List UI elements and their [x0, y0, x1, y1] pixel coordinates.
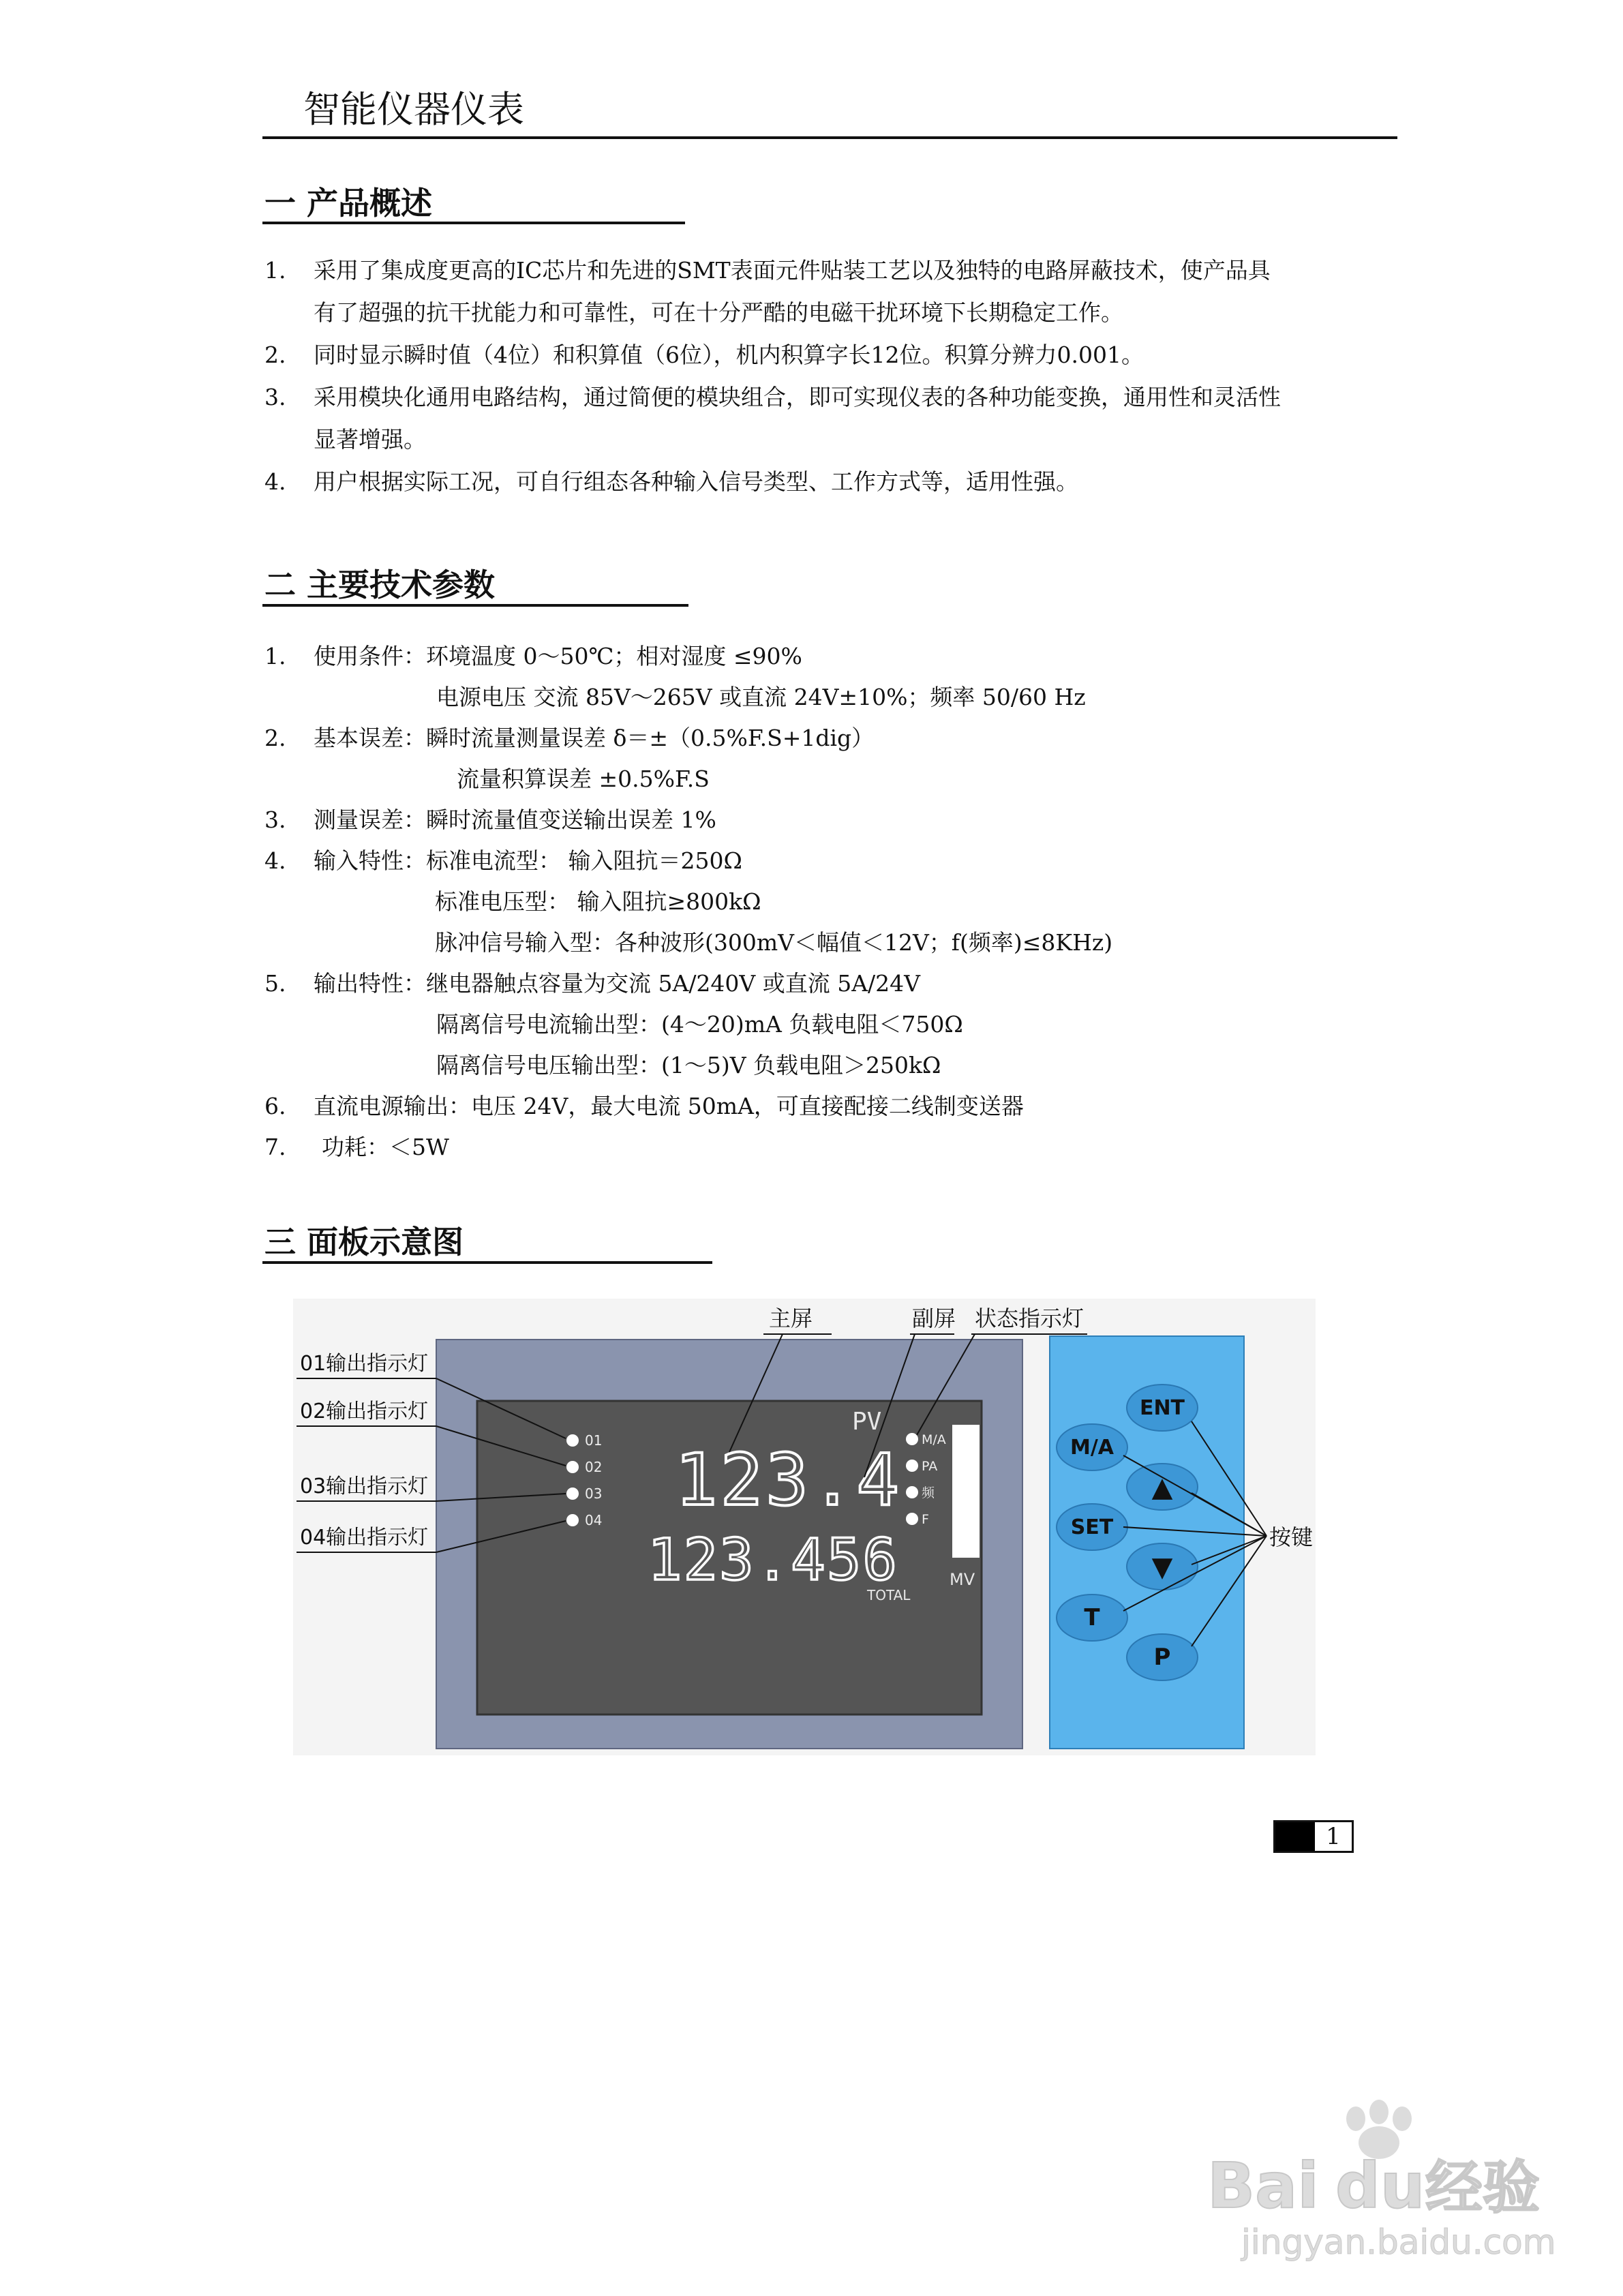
list-item: [264, 963, 1423, 1085]
status-code-f: F: [922, 1512, 929, 1527]
document-title: 智能仪器仪表: [303, 88, 524, 131]
p-button-label: P: [1153, 1644, 1171, 1671]
down-arrow-icon: ▼: [1151, 1552, 1173, 1583]
item-line: 功耗：＜5W: [322, 1134, 449, 1160]
output-led-03: [566, 1487, 579, 1500]
callout-main-screen: 主屏: [769, 1305, 813, 1331]
watermark-service: 经验: [1425, 2154, 1541, 2221]
item-number: 1.: [264, 643, 286, 669]
page-number-marker: [1275, 1822, 1315, 1851]
item-line: 用户根据实际工况，可自行组态各种输入信号类型、工作方式等，适用性强。: [314, 468, 1078, 495]
ent-button[interactable]: [1127, 1385, 1198, 1431]
callout-sub-screen: 副屏: [912, 1305, 956, 1331]
t-button[interactable]: [1057, 1595, 1127, 1641]
callout-output-led-01: 01输出指示灯: [300, 1352, 429, 1376]
section-rule: [262, 604, 688, 607]
item-line: 采用模块化通用电路结构，通过简便的模块组合，即可实现仪表的各种功能变换，通用性和灵活性: [314, 384, 1281, 410]
list-item: [264, 334, 1423, 376]
total-reading: 123.456: [648, 1526, 899, 1593]
list-item: [264, 461, 1423, 503]
total-label: TOTAL: [867, 1587, 911, 1603]
item-line: 隔离信号电压输出型：(1～5)V 负载电阻＞250kΩ: [436, 1052, 941, 1078]
list-item: [264, 717, 1423, 799]
list-item: [264, 250, 1423, 334]
item-line: 使用条件：环境温度 0～50℃；相对湿度 ≤90%: [314, 643, 802, 669]
led-code-02: 02: [585, 1459, 603, 1475]
item-number: 6.: [264, 1093, 286, 1119]
section-rule: [262, 1261, 712, 1264]
status-code-freq: 频: [922, 1485, 935, 1500]
ma-button-label: M/A: [1070, 1436, 1114, 1460]
item-line: 输入特性：标准电流型： 输入阻抗＝250Ω: [314, 847, 742, 874]
list-item: [264, 840, 1423, 963]
item-line: 输出特性：继电器触点容量为交流 5A/240V 或直流 5A/24V: [314, 970, 921, 997]
output-led-02: [566, 1461, 579, 1473]
section-rule: [262, 222, 685, 224]
status-code-ma: M/A: [922, 1432, 946, 1447]
item-line: 测量误差：瞬时流量值变送输出误差 1%: [314, 806, 716, 833]
status-led-pa: [906, 1460, 918, 1472]
item-line: 脉冲信号输入型：各种波形(300mV＜幅值＜12V；f(频率)≤8KHz): [435, 929, 1113, 956]
baidu-jingyan-watermark: [1200, 2091, 1582, 2269]
down-button[interactable]: [1127, 1543, 1198, 1590]
t-button-label: T: [1084, 1604, 1100, 1631]
item-number: 3.: [264, 384, 286, 410]
status-led-freq: [906, 1486, 918, 1498]
list-item: [264, 635, 1423, 717]
callout-status-led: 状态指示灯: [975, 1305, 1084, 1331]
watermark-url: jingyan.baidu.com: [1241, 2222, 1556, 2262]
page-number-box: [1273, 1820, 1354, 1853]
led-code-01: 01: [585, 1432, 603, 1449]
item-number: 3.: [264, 806, 286, 833]
list-item: [264, 799, 1423, 840]
item-number: 1.: [264, 257, 286, 284]
list-item: [264, 1085, 1423, 1126]
item-line: 基本误差：瞬时流量测量误差 δ＝±（0.5%F.S+1dig）: [314, 725, 875, 751]
item-text: [314, 250, 1271, 334]
pv-reading: 123.4: [675, 1438, 902, 1522]
up-button[interactable]: [1127, 1464, 1198, 1510]
item-number: 7.: [264, 1134, 286, 1160]
item-line: 同时显示瞬时值（4位）和积算值（6位），机内积算字长12位。积算分辨力0.001。: [314, 342, 1144, 368]
item-text: [314, 376, 1281, 461]
callout-output-led-04: 04输出指示灯: [300, 1526, 429, 1550]
item-number: 4.: [264, 847, 286, 874]
item-number: 2.: [264, 342, 286, 368]
set-button[interactable]: [1057, 1504, 1127, 1550]
item-line: 显著增强。: [314, 426, 426, 453]
specs-list: [264, 635, 1423, 1167]
item-line: 采用了集成度更高的IC芯片和先进的SMT表面元件贴装工艺以及独特的电路屏蔽技术，使产品具: [314, 257, 1271, 284]
set-button-label: SET: [1070, 1515, 1114, 1539]
panel-diagram: [293, 1299, 1316, 1755]
led-code-04: 04: [585, 1512, 603, 1528]
pv-label: PV: [852, 1408, 882, 1436]
list-item: [264, 376, 1423, 461]
overview-list: [264, 250, 1423, 503]
page-number: 1: [1326, 1823, 1341, 1850]
callout-keys: 按键: [1269, 1524, 1314, 1550]
item-number: 2.: [264, 725, 286, 751]
item-line: 隔离信号电流输出型：(4～20)mA 负载电阻＜750Ω: [436, 1011, 963, 1038]
callout-output-led-02: 02输出指示灯: [300, 1400, 429, 1423]
output-led-01: [566, 1434, 579, 1447]
watermark-brand-2: du: [1335, 2149, 1425, 2222]
item-number: 4.: [264, 468, 286, 495]
callout-output-led-03: 03输出指示灯: [300, 1475, 429, 1498]
item-line: 流量积算误差 ±0.5%F.S: [457, 766, 710, 792]
item-line: 有了超强的抗干扰能力和可靠性，可在十分严酷的电磁干扰环境下长期稳定工作。: [314, 299, 1123, 326]
output-led-04: [566, 1514, 579, 1526]
led-code-03: 03: [585, 1485, 603, 1502]
item-line: 电源电压 交流 85V～265V 或直流 24V±10%；频率 50/60 Hz: [436, 684, 1086, 710]
mv-bargraph: [952, 1425, 980, 1558]
status-led-ma: [906, 1433, 918, 1445]
p-button[interactable]: [1127, 1634, 1198, 1680]
watermark-brand: Bai: [1207, 2149, 1319, 2222]
title-rule: [262, 136, 1397, 139]
ent-button-label: ENT: [1139, 1396, 1185, 1420]
item-line: 标准电压型： 输入阻抗≥800kΩ: [435, 888, 761, 915]
section-title-panel: 三 面板示意图: [264, 1224, 464, 1260]
item-number: 5.: [264, 970, 286, 997]
status-led-f: [906, 1513, 918, 1525]
status-code-pa: PA: [922, 1459, 938, 1474]
up-arrow-icon: ▲: [1151, 1472, 1173, 1503]
item-line: 直流电源输出：电压 24V，最大电流 50mA，可直接配接二线制变送器: [314, 1093, 1024, 1119]
ma-button[interactable]: [1057, 1424, 1127, 1470]
list-item: [264, 1126, 1423, 1167]
section-title-specs: 二 主要技术参数: [264, 567, 496, 603]
mv-label: MV: [950, 1570, 975, 1589]
section-title-overview: 一 产品概述: [264, 185, 433, 222]
